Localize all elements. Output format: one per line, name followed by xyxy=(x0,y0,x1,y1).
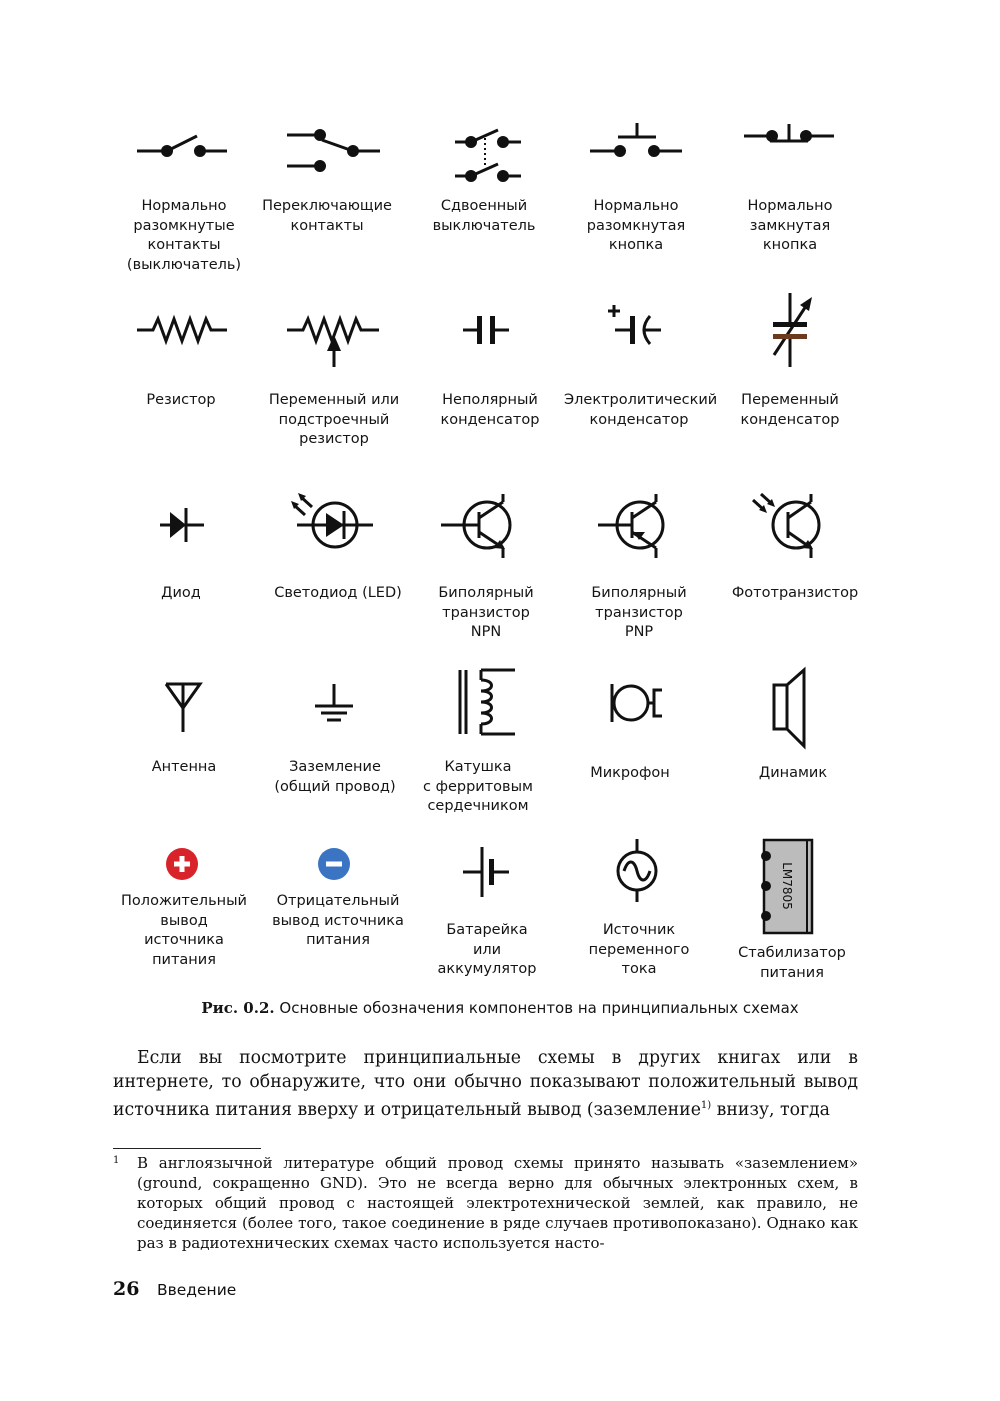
body-text-b: внизу, тогда xyxy=(711,1099,830,1120)
label-nc-button: Нормально замкнутая кнопка xyxy=(747,198,833,253)
label-battery: Батарейка или аккумулятор xyxy=(437,922,537,977)
footnote-text: В англоязычной литературе общий провод схемы принято называть «заземлением» (ground, сокращенно GND). Это не всегда верно для обычных электронных схем, в которых общий провод с настоящей электротехнической землей, как правило, не соединяется (более того, такое соединение в ряде случаев противопоказано). Однако как раз в радиотехнических схемах часто используется насто- xyxy=(137,1154,858,1252)
antenna-symbol xyxy=(112,660,252,750)
label-no-button: Нормально разомкнутая кнопка xyxy=(586,198,686,253)
switch-changeover-symbol xyxy=(265,110,405,200)
label-dpdt: Сдвоенный выключатель xyxy=(432,198,536,234)
switch-no-symbol xyxy=(115,110,255,200)
running-head: Введение xyxy=(157,1281,237,1299)
button-no-symbol xyxy=(568,110,708,200)
ground-symbol xyxy=(265,660,405,750)
phototransistor-symbol xyxy=(720,480,860,570)
label-ground: Заземление (общий провод) xyxy=(274,759,396,795)
label-speaker: Динамик xyxy=(758,765,828,781)
label-capacitor: Неполярный конденсатор xyxy=(440,392,540,428)
label-pnp: Биполярный транзистор PNP xyxy=(591,585,687,640)
label-potentiometer: Переменный или подстроечный резистор xyxy=(268,392,400,447)
resistor-symbol xyxy=(115,285,255,375)
label-diode: Диод xyxy=(161,585,201,601)
variable-capacitor-symbol xyxy=(720,285,860,375)
ferrite-coil-symbol xyxy=(415,660,555,750)
ac-source-symbol xyxy=(568,825,708,915)
label-npn: Биполярный транзистор NPN xyxy=(438,585,534,640)
figure-number: Рис. 0.2. xyxy=(201,999,275,1017)
label-led: Светодиод (LED) xyxy=(274,585,402,601)
label-microphone: Микрофон xyxy=(590,765,670,781)
varcap-plate xyxy=(773,334,807,339)
footnote xyxy=(113,1153,858,1253)
diode-symbol xyxy=(112,480,252,570)
label-positive-terminal: Положительный вывод источника питания xyxy=(121,893,247,968)
page-number: 26 xyxy=(113,1278,140,1300)
electrolytic-capacitor-symbol xyxy=(568,285,708,375)
potentiometer-symbol xyxy=(265,285,405,375)
body-paragraph xyxy=(113,1046,858,1122)
label-antenna: Антенна xyxy=(151,759,217,775)
capacitor-symbol xyxy=(415,285,555,375)
battery-symbol xyxy=(415,825,555,915)
button-nc-symbol xyxy=(720,110,860,200)
footnote-mark: 1 xyxy=(113,1155,120,1166)
pnp-transistor-symbol xyxy=(568,480,708,570)
label-changeover: Переключающие контакты xyxy=(262,198,392,234)
label-coil: Катушка с ферритовым сердечником xyxy=(423,759,533,814)
body-text-a: Если вы посмотрите принципиальные схемы в других книгах или в интернете, то обнаружите, что они обычно показывают положительный вывод источника питания вверху и отрицательный вывод (заземление xyxy=(113,1048,858,1120)
label-resistor: Резистор xyxy=(146,392,216,408)
microphone-symbol xyxy=(568,660,708,750)
footnote-divider xyxy=(113,1148,261,1149)
figure-caption-text: Основные обозначения компонентов на принципиальных схемах xyxy=(274,999,799,1017)
footnote-reference[interactable]: 1) xyxy=(700,1100,712,1111)
voltage-regulator-symbol xyxy=(720,840,860,930)
figure-caption xyxy=(0,999,1000,1017)
label-variable-capacitor: Переменный конденсатор xyxy=(740,392,840,428)
label-negative-terminal: Отрицательный вывод источника питания xyxy=(272,893,404,948)
switch-dpdt-symbol xyxy=(415,110,555,200)
regulator-marking: LM7805 xyxy=(780,862,794,910)
label-no-switch: Нормально разомкнутые контакты (выключатель) xyxy=(126,198,242,273)
label-phototransistor: Фототранзистор xyxy=(731,585,859,601)
label-electrolytic: Электролитический конденсатор xyxy=(564,392,718,428)
label-ac-source: Источник переменного тока xyxy=(588,922,690,977)
npn-transistor-symbol xyxy=(415,480,555,570)
label-regulator: Стабилизатор питания xyxy=(738,945,846,981)
led-symbol xyxy=(265,480,405,570)
speaker-symbol xyxy=(720,660,860,750)
